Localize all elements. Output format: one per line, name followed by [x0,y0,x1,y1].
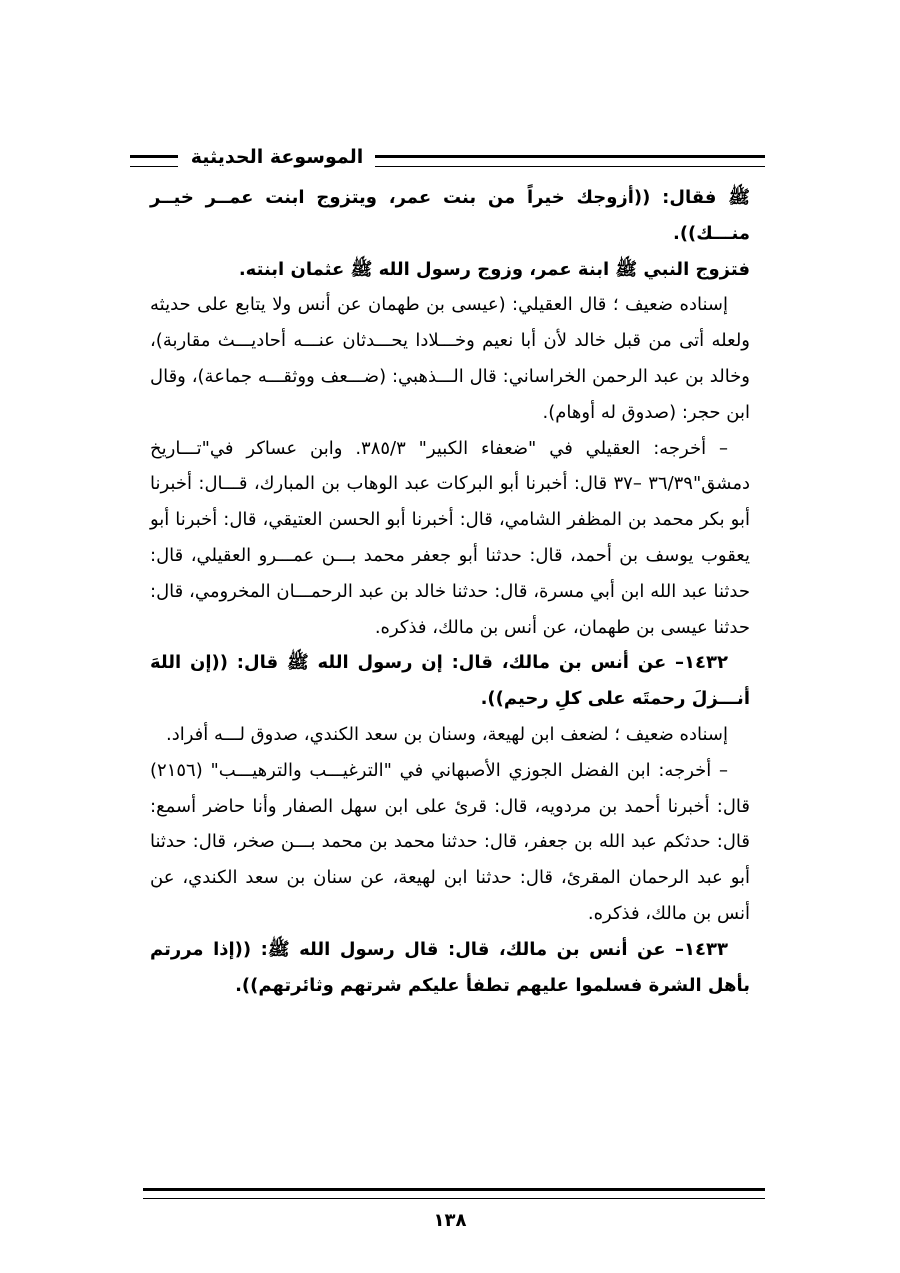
paragraph-hadith-continuation: ﷺ فقال: ((أزوجك خيراً من بنت عمر، ويتزوج ابنت عمــر خيــر منـــك)). [150,187,750,244]
page-header [130,142,765,172]
page-number: ١٣٨ [433,1210,467,1231]
paragraph-marriage-note: فتزوج النبي ﷺ ابنة عمر، وزوج رسول الله ﷺ عثمان ابنته. [238,258,750,280]
paragraph-takhrij: – أخرجه: العقيلي في "ضعفاء الكبير" ٣٨٥/٣. وابن عساكر في"تـــاريخ دمشق"٣٦/٣٩ –٣٧ قال: أخبرنا أبو البركات عبد الوهاب بن المبارك، قـــال: أخبرنا أبو بكر محمد بن المظفر الشامي، قال: أخبرنا أبو الحسن العتيقي، قال: أخبرنا أبو يعقوب يوسف بن أحمد، قال: حدثنا أبو جعفر محمد بـــن عمـــرو العقيلي، قال: حدثنا عبد الله ابن أبي مسرة، قال: حدثنا خالد بن عبد الرحمـــان المخرومي، قال: حدثنا عيسى بن طهمان، عن أنس بن مالك، فذكره. [150,437,750,638]
paragraph-isnad-grading: إسناده ضعيف ؛ قال العقيلي: (عيسى بن طهمان عن أنس ولا يتابع على حديثه ولعله أتى من قبل خالد لأن أبا نعيم وخـــلادا يحـــدثان عنـــه أحاديـــث مقاربة)، وخالد بن عبد الرحمن الخراساني: قال الـــذهبي: (ضـــعف ووثقـــه جماعة)، وقال ابن حجر: (صدوق له أوهام). [150,294,750,423]
page-content [150,180,750,1003]
paragraph-isnad-grading-1432: إسناده ضعيف ؛ لضعف ابن لهيعة، وسنان بن سعد الكندي، صدوق لـــه أفراد. [166,723,728,745]
paragraph-takhrij-1432: – أخرجه: ابن الفضل الجوزي الأصبهاني في "الترغيـــب والترهيـــب" (٢١٥٦) قال: أخبرنا أحمد بن مردويه، قال: قرئ على ابن سهل الصفار وأنا حاضر أسمع: قال: حدثكم عبد الله بن جعفر، قال: حدثنا محمد بن محمد بـــن صخر، قال: حدثنا أبو عبد الرحمان المقرئ، قال: حدثنا ابن لهيعة، عن سنان بن سعد الكندي، عن أنس بن مالك، فذكره. [150,759,750,924]
paragraph-hadith-1432: ١٤٣٢– عن أنس بن مالك، قال: إن رسول الله ﷺ قال: ((إن اللهَ أنـــزلَ رحمتَه على كلِ رحيم)). [150,652,750,710]
header-rule-left [130,155,178,167]
footer-rule [143,1188,765,1199]
paragraph-hadith-1433: ١٤٣٣– عن أنس بن مالك، قال: قال رسول الله ﷺ: ((إذا مررتم بأهل الشرة فسلموا عليهم تطفأ عليكم شرتهم وثائرتهم)). [150,938,750,996]
header-rule-right [375,155,765,167]
header-title: الموسوعة الحديثية [190,146,364,168]
